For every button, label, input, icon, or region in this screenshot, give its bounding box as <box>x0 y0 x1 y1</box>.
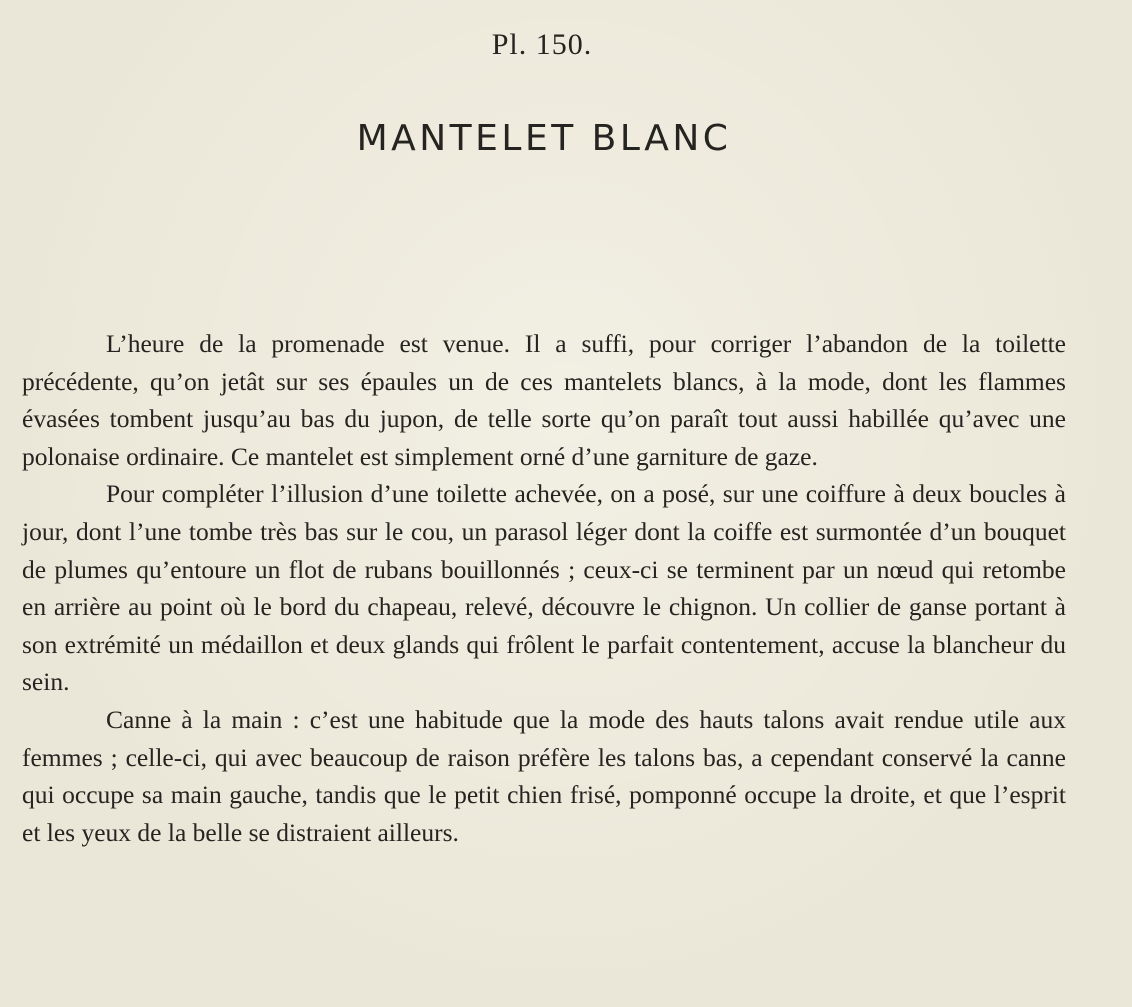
body-text <box>22 325 1066 851</box>
paragraph-parasol: Pour compléter l’illusion d’une toilette achevée, on a posé, sur une coiffure à deux boucles à jour, dont l’une tombe très bas sur le cou, un parasol léger dont la coiffe est surmontée d’un bouquet de plumes qu’entoure un flot de rubans bouillonnés ; ceux-ci se terminent par un nœud qui retombe en arrière au point où le bord du chapeau, relevé, découvre le chignon. Un collier de ganse portant à son extrémité un médaillon et deux glands qui frôlent le parfait contentement, accuse la blancheur du sein. <box>22 479 1066 697</box>
paragraph-promenade: L’heure de la promenade est venue. Il a suffi, pour corriger l’abandon de la toilette précédente, qu’on jetât sur ses épaules un de ces mantelets blancs, à la mode, dont les flammes évasées tombent jusqu’au bas du jupon, de telle sorte qu’on paraît tout aussi habillée qu’avec une polonaise ordinaire. Ce mantelet est simplement orné d’une garniture de gaze. <box>22 329 1066 471</box>
plate-number: Pl. 150. <box>491 28 593 61</box>
paragraph-canne: Canne à la main : c’est une habitude que la mode des hauts talons avait rendue utile aux femmes ; celle-ci, qui avec beaucoup de raison préfère les talons bas, a cependant conservé la canne qui occupe sa main gauche, tandis que le petit chien frisé, pomponné occupe la droite, et que l’esprit et les yeux de la belle se distraient ailleurs. <box>22 704 1066 847</box>
page-title: MANTELET BLANC <box>356 118 732 159</box>
